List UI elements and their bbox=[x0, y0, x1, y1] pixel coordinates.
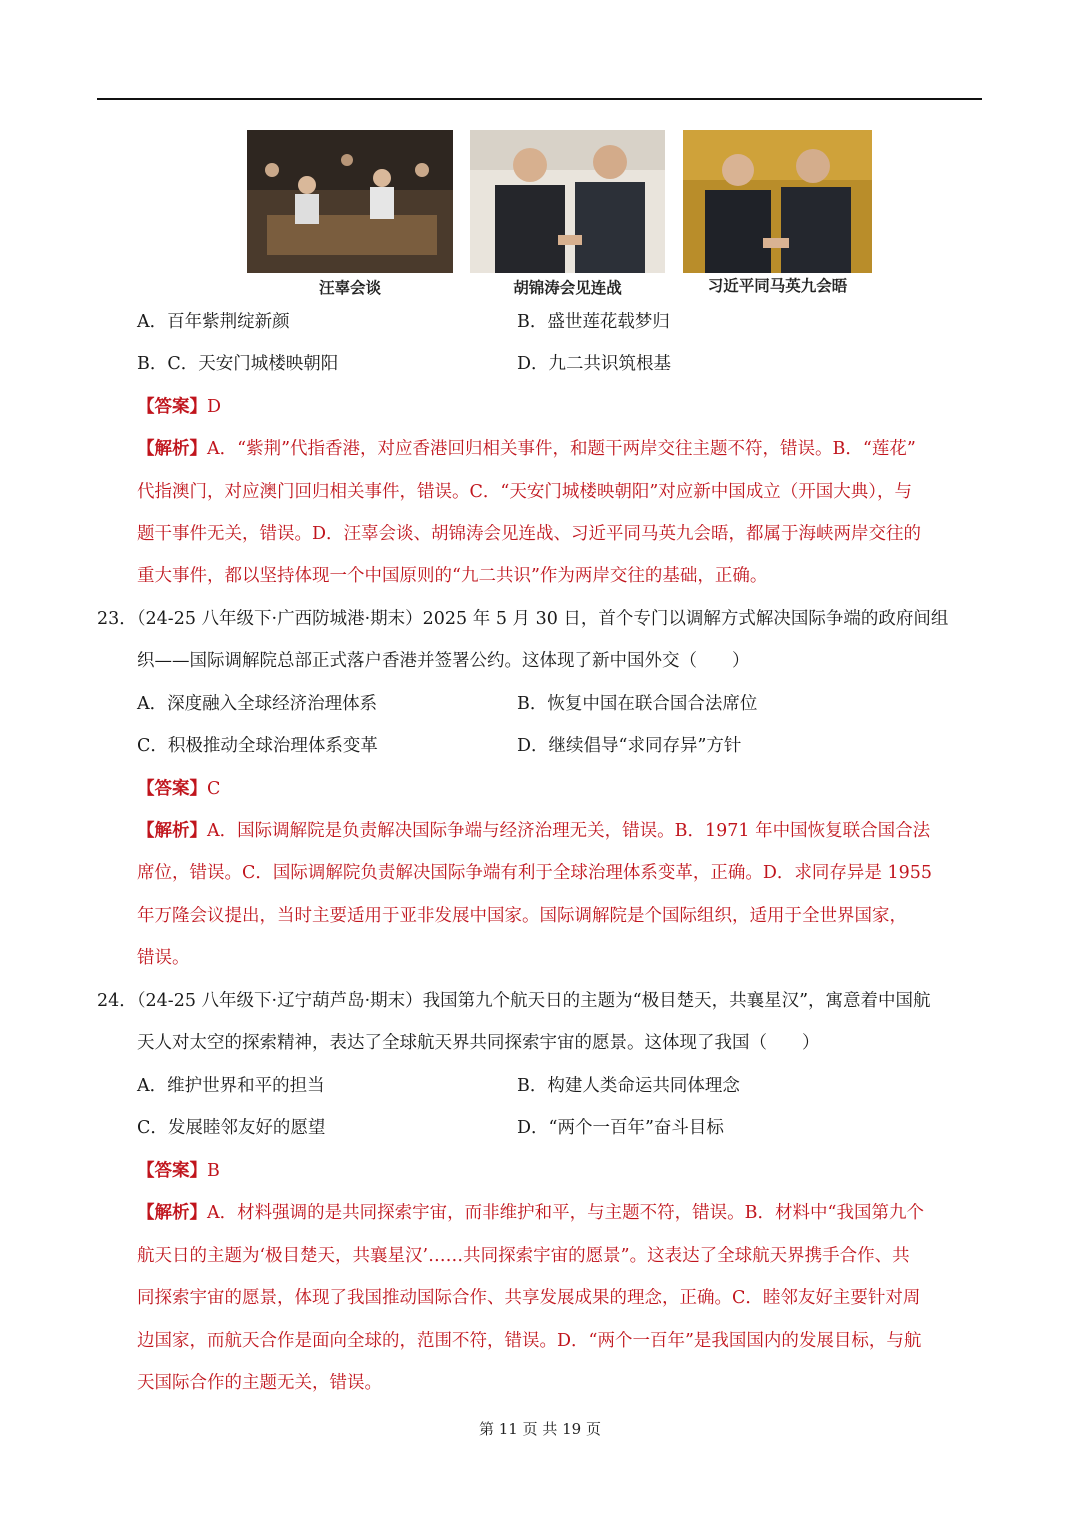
photo-wang-koo-talks bbox=[247, 130, 453, 273]
analysis-tag: 【解析】 bbox=[137, 1203, 207, 1223]
page-footer: 第 11 页 共 19 页 bbox=[478, 1420, 601, 1438]
photo-row bbox=[247, 130, 872, 300]
q22-analysis-line-4: 重大事件，都以坚持体现一个中国原则的“九二共识”作为两岸交往的基础，正确。 bbox=[137, 566, 768, 586]
q24-option-a: A．维护世界和平的担当 bbox=[137, 1076, 325, 1096]
q23-analysis-line-1 bbox=[137, 820, 930, 842]
q22-option-c: B．C．天安门城楼映朝阳 bbox=[137, 354, 339, 374]
q24-option-c: C．发展睦邻友好的愿望 bbox=[137, 1118, 326, 1138]
q24-analysis-line-4: 边国家，而航天合作是面向全球的，范围不符，错误。D．“两个一百年”是我国国内的发展目标，与航 bbox=[137, 1331, 922, 1351]
q24-answer bbox=[137, 1160, 220, 1182]
q24-option-d: D．“两个一百年”奋斗目标 bbox=[517, 1118, 724, 1138]
q23-option-d: D．继续倡导“求同存异”方针 bbox=[517, 736, 742, 756]
q23-option-c: C．积极推动全球治理体系变革 bbox=[137, 736, 378, 756]
q22-option-a: A．百年紫荆绽新颜 bbox=[137, 312, 290, 332]
answer-tag: 【答案】 bbox=[137, 779, 207, 799]
analysis-tag: 【解析】 bbox=[137, 821, 207, 841]
answer-value: C bbox=[207, 779, 221, 799]
photo-hu-lien-meeting bbox=[470, 130, 665, 273]
header-rule bbox=[97, 98, 982, 100]
q23-option-a: A．深度融入全球经济治理体系 bbox=[137, 694, 378, 714]
q22-option-b: B．盛世莲花载梦归 bbox=[517, 312, 670, 332]
q24-stem-line-1: 24．（24-25 八年级下·辽宁葫芦岛·期末）我国第九个航天日的主题为“极目楚天，共襄星汉”，寓意着中国航 bbox=[97, 991, 931, 1011]
q23-analysis-line-4: 错误。 bbox=[137, 948, 190, 968]
analysis-tag: 【解析】 bbox=[137, 439, 207, 459]
q24-stem-line-2: 天人对太空的探索精神，表达了全球航天界共同探索宇宙的愿景。这体现了我国（ ） bbox=[137, 1033, 820, 1053]
q23-answer bbox=[137, 778, 220, 800]
photo-xi-ma-meeting bbox=[683, 130, 872, 273]
q24-analysis-line-2: 航天日的主题为‘极目楚天，共襄星汉’……共同探索宇宙的愿景”。这表达了全球航天界携手合作、共 bbox=[137, 1246, 910, 1266]
q24-analysis-line-5: 天国际合作的主题无关，错误。 bbox=[137, 1373, 382, 1393]
answer-tag: 【答案】 bbox=[137, 397, 207, 417]
q22-analysis-line-1 bbox=[137, 438, 916, 460]
q23-option-b: B．恢复中国在联合国合法席位 bbox=[517, 694, 758, 714]
q22-analysis-line-2: 代指澳门，对应澳门回归相关事件，错误。C．“天安门城楼映朝阳”对应新中国成立（开国大典），与 bbox=[137, 482, 913, 502]
photo-caption-3: 习近平同马英九会晤 bbox=[707, 277, 848, 295]
answer-value: B bbox=[207, 1161, 220, 1181]
q22-option-d: D．九二共识筑根基 bbox=[517, 354, 672, 374]
q23-stem-line-2: 织——国际调解院总部正式落户香港并签署公约。这体现了新中国外交（ ） bbox=[137, 651, 750, 671]
q22-answer bbox=[137, 396, 221, 418]
q24-analysis-line-3: 同探索宇宙的愿景，体现了我国推动国际合作、共享发展成果的理念，正确。C．睦邻友好主要针对周 bbox=[137, 1288, 921, 1308]
q23-analysis-line-2: 席位，错误。C．国际调解院负责解决国际争端有利于全球治理体系变革，正确。D．求同存异是 1955 bbox=[137, 863, 933, 883]
photo-caption-2: 胡锦涛会见连战 bbox=[513, 279, 622, 297]
answer-value: D bbox=[207, 397, 222, 417]
analysis-text: A．“紫荆”代指香港，对应香港回归相关事件，和题干两岸交往主题不符，错误。B．“莲花” bbox=[207, 439, 916, 459]
q24-option-b: B．构建人类命运共同体理念 bbox=[517, 1076, 740, 1096]
q22-analysis-line-3: 题干事件无关，错误。D．汪辜会谈、胡锦涛会见连战、习近平同马英九会晤，都属于海峡两岸交往的 bbox=[137, 524, 922, 544]
q23-stem-line-1: 23．（24-25 八年级下·广西防城港·期末）2025 年 5 月 30 日，首个专门以调解方式解决国际争端的政府间组 bbox=[97, 609, 949, 629]
q23-analysis-line-3: 年万隆会议提出，当时主要适用于亚非发展中国家。国际调解院是个国际组织，适用于全世界国家， bbox=[137, 906, 907, 926]
analysis-text: A．材料强调的是共同探索宇宙，而非维护和平，与主题不符，错误。B．材料中“我国第九个 bbox=[207, 1203, 924, 1223]
answer-tag: 【答案】 bbox=[137, 1161, 207, 1181]
q24-analysis-line-1 bbox=[137, 1202, 924, 1224]
photo-caption-1: 汪辜会谈 bbox=[318, 279, 381, 297]
analysis-text: A．国际调解院是负责解决国际争端与经济治理无关，错误。B．1971 年中国恢复联合国合法 bbox=[207, 821, 931, 841]
